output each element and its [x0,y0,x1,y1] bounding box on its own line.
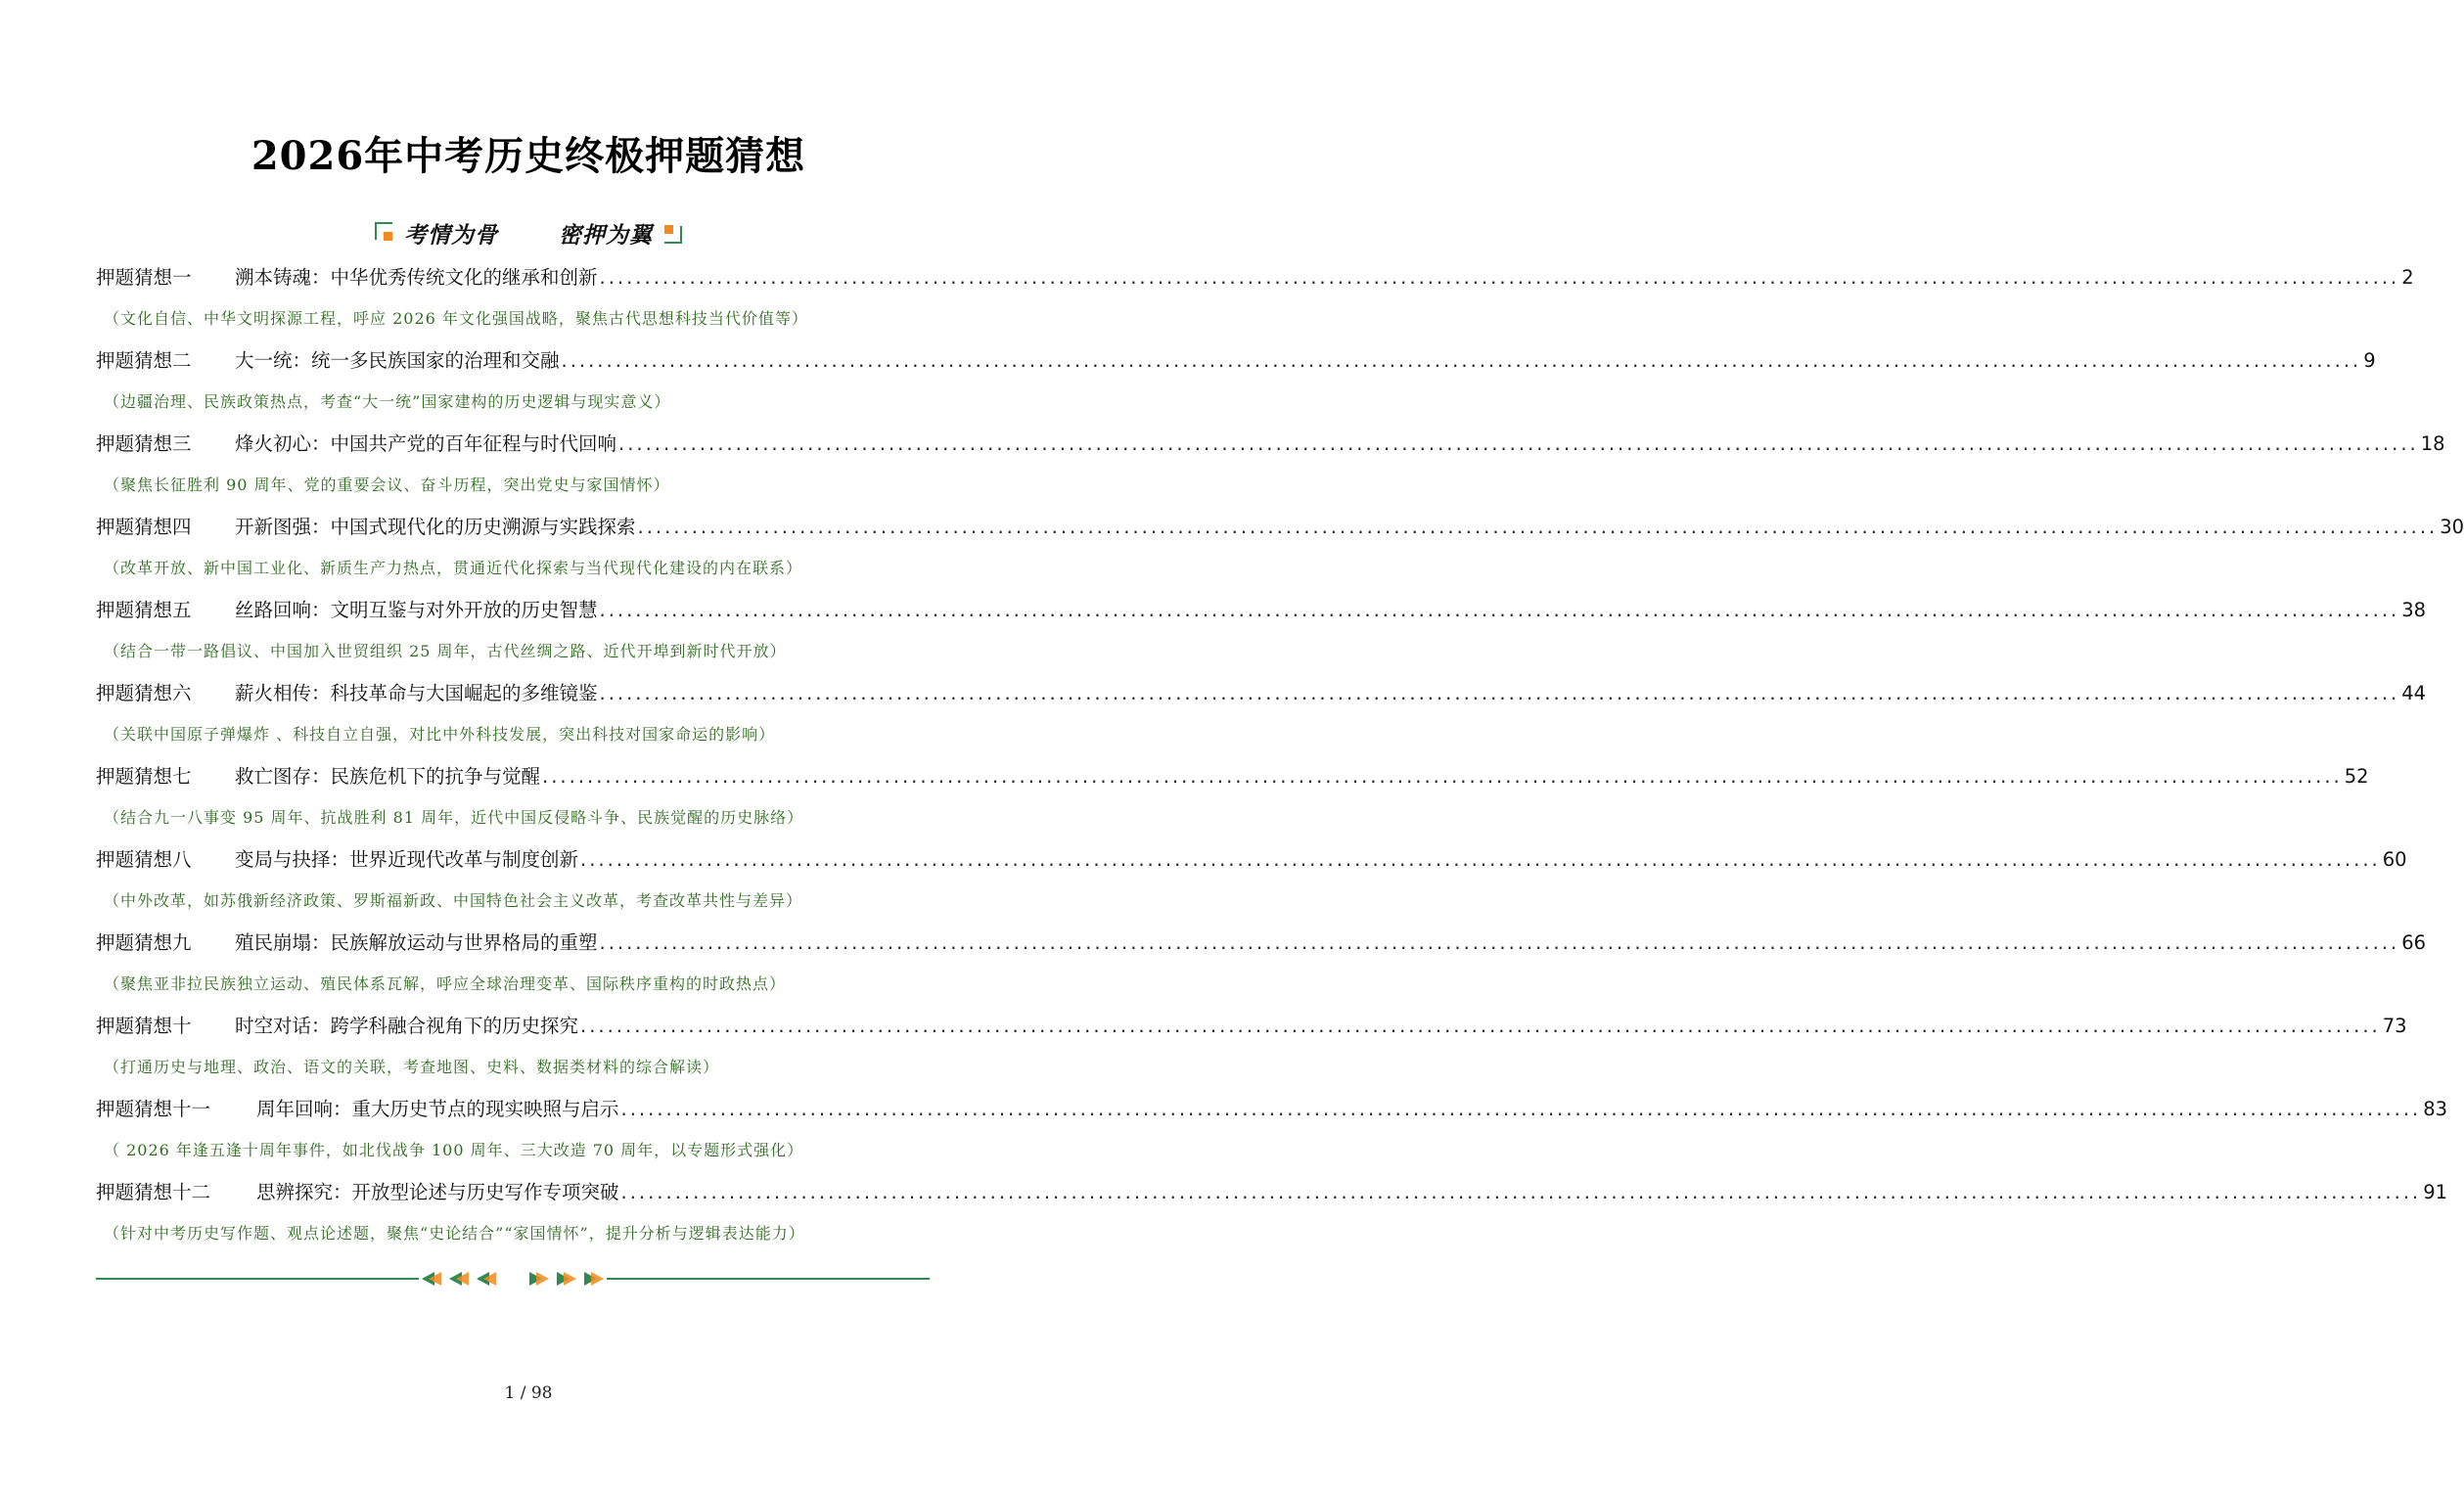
toc-leader: ........................................................................................................................................................................................................ [599,931,2400,954]
toc-heading[interactable]: 薪火相传：科技革命与大国崛起的多维镜鉴 [235,682,598,704]
arrow-left-icon [477,1272,498,1286]
toc-note: （针对中考历史写作题、观点论述题，聚焦“史论结合”“家国情怀”，提升分析与逻辑表达能力） [104,1224,805,1243]
toc-page-number[interactable]: 83 [2423,1098,2448,1120]
toc-entry[interactable] [96,844,2407,928]
toc-entry[interactable] [96,1094,2448,1177]
toc-leader: ........................................................................................................................................................................................................ [599,266,2400,289]
toc-page-number[interactable]: 2 [2401,266,2414,289]
toc-note: （文化自信、中华文明探源工程，呼应 2026 年文化强国战略，聚焦古代思想科技当代价值等） [104,309,808,328]
section-divider [96,1268,930,1290]
toc-entry[interactable] [96,512,2464,595]
toc-entry[interactable] [96,1177,2448,1260]
arrow-right-icon [582,1272,604,1286]
toc-heading[interactable]: 溯本铸魂：中华优秀传统文化的继承和创新 [235,266,598,289]
toc-leader: ........................................................................................................................................................................................................ [618,432,2419,455]
document-title: 2026年中考历史终极押题猜想 [251,133,806,179]
toc-heading[interactable]: 丝路回响：文明互鉴与对外开放的历史智慧 [235,599,598,621]
toc-label: 押题猜想十 [96,1015,192,1037]
toc-label: 押题猜想三 [96,432,192,455]
toc-heading[interactable]: 殖民崩塌：民族解放运动与世界格局的重塑 [235,931,598,954]
toc-entry[interactable] [96,928,2427,1011]
toc-entry[interactable] [96,1011,2407,1094]
toc-heading[interactable]: 周年回响：重大历史节点的现实映照与启示 [256,1098,619,1120]
toc-note: （聚焦长征胜利 90 周年、党的重要会议、奋斗历程，突出党史与家国情怀） [104,475,670,494]
toc-heading[interactable]: 大一统：统一多民族国家的治理和交融 [235,349,560,372]
toc-page-number[interactable]: 9 [2363,349,2376,372]
corner-bracket-icon [661,220,682,246]
divider-line [96,1278,419,1280]
toc-page-number[interactable]: 73 [2382,1015,2407,1037]
toc-leader: ........................................................................................................................................................................................................ [599,682,2400,704]
arrow-right-icon [555,1272,576,1286]
toc-heading[interactable]: 思辨探究：开放型论述与历史写作专项突破 [256,1181,619,1203]
toc-label: 押题猜想八 [96,848,192,871]
toc-entry[interactable] [96,262,2414,345]
toc-label: 押题猜想九 [96,931,192,954]
subtitle-banner [0,213,1057,252]
toc-page-number[interactable]: 44 [2401,682,2427,704]
toc-note: （关联中国原子弹爆炸 、科技自立自强，对比中外科技发展，突出科技对国家命运的影响） [104,725,776,744]
toc-label: 押题猜想十二 [96,1181,211,1203]
table-of-contents [96,262,2464,1260]
toc-note: （结合一带一路倡议、中国加入世贸组织 25 周年，古代丝绸之路、近代开埠到新时代开放） [104,642,787,660]
toc-entry[interactable] [96,595,2427,678]
divider-line [607,1278,930,1280]
subtitle-right: 密押为翼 [559,221,653,249]
toc-entry[interactable] [96,345,2376,429]
arrow-right-icon [527,1272,549,1286]
toc-leader: ........................................................................................................................................................................................................ [620,1098,2422,1120]
toc-leader: ........................................................................................................................................................................................................ [599,599,2400,621]
toc-page-number[interactable]: 52 [2344,765,2369,788]
toc-label: 押题猜想四 [96,516,192,538]
toc-note: （聚焦亚非拉民族独立运动、殖民体系瓦解，呼应全球治理变革、国际秩序重构的时政热点） [104,974,787,993]
toc-label: 押题猜想七 [96,765,192,788]
toc-heading[interactable]: 变局与抉择：世界近现代改革与制度创新 [235,848,579,871]
toc-leader: ........................................................................................................................................................................................................ [561,349,2362,372]
toc-page-number[interactable]: 60 [2382,848,2407,871]
arrow-left-icon [449,1272,471,1286]
toc-heading[interactable]: 开新图强：中国式现代化的历史溯源与实践探索 [235,516,636,538]
toc-entry[interactable] [96,761,2369,844]
toc-page-number[interactable]: 30 [2440,516,2464,538]
toc-heading[interactable]: 救亡图存：民族危机下的抗争与觉醒 [235,765,541,788]
toc-entry[interactable] [96,678,2427,761]
toc-heading[interactable]: 时空对话：跨学科融合视角下的历史探究 [235,1015,579,1037]
toc-note: （ 2026 年逢五逢十周年事件，如北伐战争 100 周年、三大改造 70 周年，以专题形式强化） [104,1141,804,1159]
toc-page-number[interactable]: 38 [2401,599,2427,621]
toc-leader: ........................................................................................................................................................................................................ [542,765,2343,788]
toc-note: （打通历史与地理、政治、语文的关联，考查地图、史料、数据类材料的综合解读） [104,1058,720,1076]
toc-label: 押题猜想一 [96,266,192,289]
toc-entry[interactable] [96,429,2445,512]
page-indicator: 1 / 98 [504,1383,553,1403]
toc-heading[interactable]: 烽火初心：中国共产党的百年征程与时代回响 [235,432,617,455]
toc-leader: ........................................................................................................................................................................................................ [580,848,2381,871]
toc-page-number[interactable]: 66 [2401,931,2427,954]
toc-label: 押题猜想五 [96,599,192,621]
subtitle-left: 考情为骨 [404,221,498,249]
toc-leader: ........................................................................................................................................................................................................ [637,516,2439,538]
toc-label: 押题猜想二 [96,349,192,372]
divider-arrows [419,1268,607,1290]
toc-note: （边疆治理、民族政策热点，考查“大一统”国家建构的历史逻辑与现实意义） [104,392,671,411]
toc-page-number[interactable]: 91 [2423,1181,2448,1203]
toc-label: 押题猜想六 [96,682,192,704]
toc-leader: ........................................................................................................................................................................................................ [580,1015,2381,1037]
corner-bracket-icon [375,220,396,246]
toc-note: （改革开放、新中国工业化、新质生产力热点，贯通近代化探索与当代现代化建设的内在联系） [104,559,803,577]
arrow-left-icon [422,1272,443,1286]
toc-note: （结合九一八事变 95 周年、抗战胜利 81 周年，近代中国反侵略斗争、民族觉醒的历史脉络） [104,808,804,827]
toc-label: 押题猜想十一 [96,1098,211,1120]
toc-leader: ........................................................................................................................................................................................................ [620,1181,2422,1203]
toc-page-number[interactable]: 18 [2420,432,2445,455]
toc-note: （中外改革，如苏俄新经济政策、罗斯福新政、中国特色社会主义改革，考查改革共性与差异） [104,891,803,910]
